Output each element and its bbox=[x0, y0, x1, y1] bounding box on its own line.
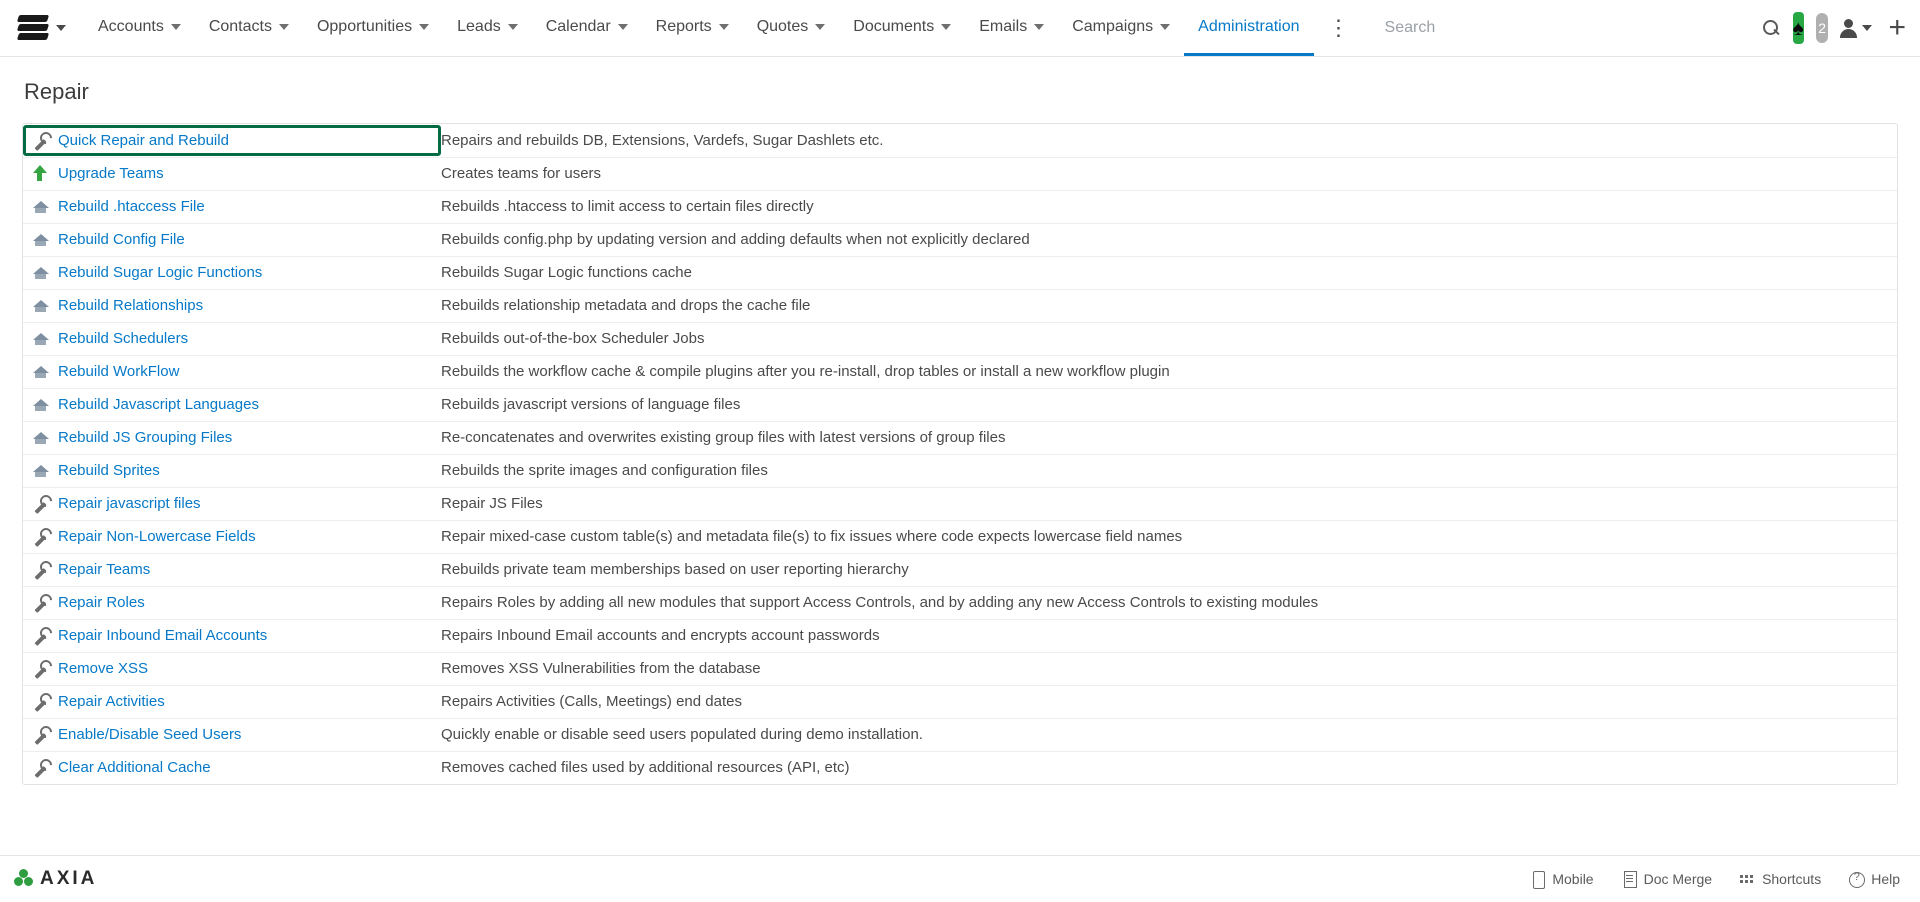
repair-action-cell bbox=[23, 223, 441, 256]
repair-description: Repairs Activities (Calls, Meetings) end dates bbox=[441, 685, 1897, 718]
footer-item-mobile[interactable] bbox=[1530, 871, 1593, 887]
nav-item-contacts[interactable] bbox=[195, 0, 303, 56]
help-icon bbox=[1849, 871, 1864, 887]
house-icon bbox=[32, 198, 49, 215]
sugarcrm-logo-icon bbox=[18, 15, 48, 41]
repair-row bbox=[23, 223, 1897, 256]
page-title: Repair bbox=[24, 79, 89, 104]
notification-counter[interactable]: 2 bbox=[1816, 13, 1829, 43]
house-icon bbox=[32, 264, 49, 281]
repair-action[interactable] bbox=[23, 620, 441, 651]
house-icon bbox=[32, 429, 49, 446]
repair-action-cell bbox=[23, 520, 441, 553]
user-menu[interactable] bbox=[1840, 19, 1872, 37]
repair-action-link[interactable]: Rebuild Javascript Languages bbox=[58, 396, 259, 413]
wrench-icon bbox=[32, 132, 49, 149]
repair-action[interactable] bbox=[23, 686, 441, 717]
repair-action[interactable] bbox=[23, 125, 441, 156]
repair-action[interactable] bbox=[23, 158, 441, 189]
repair-action-cell bbox=[23, 487, 441, 520]
wrench-icon bbox=[32, 594, 49, 611]
mobile-icon bbox=[1530, 871, 1545, 887]
chevron-down-icon[interactable] bbox=[419, 24, 429, 30]
repair-description: Repairs and rebuilds DB, Extensions, Vardefs, Sugar Dashlets etc. bbox=[441, 124, 1897, 157]
repair-action-cell bbox=[23, 388, 441, 421]
nav-item-label: Emails bbox=[979, 17, 1028, 35]
footer-item-help[interactable] bbox=[1849, 871, 1900, 887]
spade-button[interactable] bbox=[1793, 12, 1804, 44]
repair-action-cell bbox=[23, 190, 441, 223]
footer-item-label: Mobile bbox=[1552, 871, 1594, 887]
nav-item-accounts[interactable] bbox=[84, 0, 195, 56]
repair-action[interactable] bbox=[23, 191, 441, 222]
search-input[interactable] bbox=[1379, 13, 1783, 43]
app-logo[interactable] bbox=[18, 15, 66, 41]
footer-item-label: Doc Merge bbox=[1643, 871, 1713, 887]
repair-row bbox=[23, 751, 1897, 784]
nav-item-label: Leads bbox=[457, 17, 501, 35]
repair-row bbox=[23, 454, 1897, 487]
repair-action-link[interactable]: Rebuild .htaccess File bbox=[58, 198, 205, 215]
wrench-icon bbox=[32, 726, 49, 743]
arrow-up-icon bbox=[32, 165, 49, 182]
repair-action-link[interactable]: Rebuild JS Grouping Files bbox=[58, 429, 233, 446]
repair-action[interactable] bbox=[23, 323, 441, 354]
repair-action-link[interactable]: Repair Teams bbox=[58, 561, 151, 578]
nav-item-administration[interactable] bbox=[1184, 0, 1313, 56]
repair-row bbox=[23, 586, 1897, 619]
repair-description: Rebuilds relationship metadata and drops the cache file bbox=[441, 289, 1897, 322]
repair-action-link[interactable]: Rebuild Relationships bbox=[58, 297, 204, 314]
footer-brand bbox=[14, 868, 97, 890]
user-icon bbox=[1840, 19, 1857, 37]
footer-brand-label: AXIA bbox=[40, 868, 98, 889]
chevron-down-icon[interactable] bbox=[815, 24, 825, 30]
nav-item-label: Documents bbox=[853, 17, 935, 35]
repair-description: Re-concatenates and overwrites existing group files with latest versions of group files bbox=[441, 421, 1897, 454]
repair-action-cell bbox=[23, 586, 441, 619]
document-icon bbox=[1622, 871, 1637, 887]
nav-item-label: Opportunities bbox=[316, 17, 413, 35]
repair-action-cell bbox=[23, 751, 441, 784]
repair-description: Rebuilds private team memberships based on user reporting hierarchy bbox=[441, 553, 1897, 586]
repair-row bbox=[23, 553, 1897, 586]
repair-row bbox=[23, 322, 1897, 355]
repair-description: Removes XSS Vulnerabilities from the database bbox=[441, 652, 1897, 685]
house-icon bbox=[32, 231, 49, 248]
repair-action[interactable] bbox=[23, 554, 441, 585]
repair-row bbox=[23, 685, 1897, 718]
repair-row bbox=[23, 652, 1897, 685]
repair-action-link[interactable]: Repair javascript files bbox=[58, 495, 201, 512]
repair-description: Repairs Roles by adding all new modules that support Access Controls, and by adding any new Access Controls to existing modules bbox=[441, 586, 1897, 619]
repair-action[interactable] bbox=[23, 587, 441, 618]
repair-description: Quickly enable or disable seed users populated during demo installation. bbox=[441, 718, 1897, 751]
wrench-icon bbox=[32, 759, 49, 776]
house-icon bbox=[32, 462, 49, 479]
nav-more-icon[interactable]: ⋮ bbox=[1327, 15, 1351, 40]
repair-description: Rebuilds javascript versions of language files bbox=[441, 388, 1897, 421]
footer-links bbox=[1530, 871, 1900, 887]
chevron-down-icon[interactable] bbox=[719, 24, 729, 30]
repair-action-link[interactable]: Rebuild Schedulers bbox=[58, 330, 189, 347]
repair-description: Repairs Inbound Email accounts and encrypts account passwords bbox=[441, 619, 1897, 652]
repair-row bbox=[23, 619, 1897, 652]
repair-action[interactable] bbox=[23, 455, 441, 486]
repair-action-link[interactable]: Rebuild Config File bbox=[58, 231, 185, 248]
nav-item-campaigns[interactable] bbox=[1058, 0, 1184, 56]
chevron-down-icon[interactable] bbox=[171, 24, 181, 30]
grid-icon bbox=[1740, 871, 1755, 887]
repair-action[interactable] bbox=[23, 653, 441, 684]
spade-icon: ♠ bbox=[1792, 16, 1804, 40]
repair-description: Rebuilds the workflow cache & compile plugins after you re-install, drop tables or install a new workflow plugin bbox=[441, 355, 1897, 388]
repair-panel bbox=[22, 123, 1898, 785]
repair-description: Repair JS Files bbox=[441, 487, 1897, 520]
repair-action[interactable] bbox=[23, 488, 441, 519]
repair-action-cell bbox=[23, 256, 441, 289]
repair-row bbox=[23, 388, 1897, 421]
repair-description: Rebuilds .htaccess to limit access to certain files directly bbox=[441, 190, 1897, 223]
repair-description: Rebuilds Sugar Logic functions cache bbox=[441, 256, 1897, 289]
user-chevron-down-icon bbox=[1862, 25, 1872, 31]
logo-chevron-down-icon[interactable] bbox=[56, 25, 66, 31]
wrench-icon bbox=[32, 693, 49, 710]
nav-item-label: Accounts bbox=[98, 17, 164, 35]
repair-row bbox=[23, 421, 1897, 454]
chevron-down-icon[interactable] bbox=[508, 24, 518, 30]
repair-row bbox=[23, 256, 1897, 289]
nav-item-opportunities[interactable] bbox=[303, 0, 443, 56]
repair-action-cell bbox=[23, 124, 441, 157]
nav-item-label: Calendar bbox=[545, 17, 611, 35]
chevron-down-icon[interactable] bbox=[1160, 24, 1170, 30]
chevron-down-icon[interactable] bbox=[279, 24, 289, 30]
repair-actions-table bbox=[23, 124, 1897, 784]
chevron-down-icon[interactable] bbox=[618, 24, 628, 30]
repair-row bbox=[23, 124, 1897, 157]
repair-description: Rebuilds out-of-the-box Scheduler Jobs bbox=[441, 322, 1897, 355]
repair-action-cell bbox=[23, 553, 441, 586]
create-new-button[interactable]: + bbox=[1888, 11, 1906, 44]
repair-action-cell bbox=[23, 421, 441, 454]
search-box[interactable] bbox=[1379, 13, 1783, 44]
repair-row bbox=[23, 190, 1897, 223]
repair-action[interactable] bbox=[23, 389, 441, 420]
repair-action-cell bbox=[23, 454, 441, 487]
repair-description: Removes cached files used by additional resources (API, etc) bbox=[441, 759, 850, 777]
wrench-icon bbox=[32, 660, 49, 677]
nav-item-quotes[interactable] bbox=[743, 0, 840, 56]
repair-action[interactable] bbox=[23, 719, 441, 750]
axia-logo-icon bbox=[14, 869, 34, 889]
wrench-icon bbox=[32, 495, 49, 512]
repair-action[interactable] bbox=[23, 290, 441, 321]
repair-row bbox=[23, 289, 1897, 322]
nav-item-calendar[interactable] bbox=[532, 0, 642, 56]
repair-action-link[interactable]: Remove XSS bbox=[58, 660, 149, 677]
house-icon bbox=[32, 396, 49, 413]
footer-item-label: Help bbox=[1871, 871, 1900, 887]
house-icon bbox=[32, 297, 49, 314]
repair-action-link[interactable]: Enable/Disable Seed Users bbox=[58, 726, 242, 743]
nav-item-documents[interactable] bbox=[839, 0, 965, 56]
repair-action[interactable] bbox=[23, 356, 441, 387]
house-icon bbox=[32, 330, 49, 347]
repair-action[interactable] bbox=[23, 521, 441, 552]
repair-action-link[interactable]: Upgrade Teams bbox=[58, 165, 164, 182]
repair-description: Creates teams for users bbox=[441, 157, 1897, 190]
repair-action-link[interactable]: Repair Non-Lowercase Fields bbox=[58, 528, 256, 545]
nav-item-reports[interactable] bbox=[642, 0, 743, 56]
nav-module-list bbox=[84, 0, 1314, 56]
repair-action[interactable] bbox=[23, 752, 441, 783]
repair-action[interactable] bbox=[23, 257, 441, 288]
repair-action-cell bbox=[23, 322, 441, 355]
repair-action-link[interactable]: Rebuild Sprites bbox=[58, 462, 160, 479]
search-icon[interactable] bbox=[1763, 20, 1779, 36]
repair-action-link[interactable]: Clear Additional Cache bbox=[58, 759, 211, 777]
repair-action[interactable] bbox=[23, 224, 441, 255]
repair-action-cell bbox=[23, 652, 441, 685]
repair-action-link[interactable]: Quick Repair and Rebuild bbox=[58, 131, 229, 149]
repair-action-link[interactable]: Rebuild WorkFlow bbox=[58, 363, 180, 380]
repair-row bbox=[23, 520, 1897, 553]
nav-item-leads[interactable] bbox=[443, 0, 532, 56]
chevron-down-icon[interactable] bbox=[941, 24, 951, 30]
wrench-icon bbox=[32, 528, 49, 545]
repair-row bbox=[23, 157, 1897, 190]
nav-item-label: Administration bbox=[1198, 17, 1300, 35]
repair-action-link[interactable]: Repair Inbound Email Accounts bbox=[58, 627, 268, 644]
chevron-down-icon[interactable] bbox=[1034, 24, 1044, 30]
repair-row bbox=[23, 718, 1897, 751]
nav-item-emails[interactable] bbox=[965, 0, 1058, 56]
repair-action-link[interactable]: Repair Activities bbox=[58, 693, 165, 710]
repair-action-cell bbox=[23, 718, 441, 751]
nav-item-label: Contacts bbox=[208, 17, 272, 35]
repair-row bbox=[23, 487, 1897, 520]
repair-description: Rebuilds config.php by updating version and adding defaults when not explicitly declared bbox=[441, 223, 1897, 256]
repair-description: Rebuilds the sprite images and configuration files bbox=[441, 454, 1897, 487]
repair-action-cell bbox=[23, 685, 441, 718]
nav-item-label: Reports bbox=[655, 17, 712, 35]
nav-item-label: Quotes bbox=[756, 17, 809, 35]
house-icon bbox=[32, 363, 49, 380]
repair-action-cell bbox=[23, 355, 441, 388]
footer-bar bbox=[0, 855, 1920, 902]
repair-action-link[interactable]: Repair Roles bbox=[58, 594, 145, 611]
repair-description: Repair mixed-case custom table(s) and metadata file(s) to fix issues where code expects lowercase field names bbox=[441, 520, 1897, 553]
footer-item-doc-merge[interactable] bbox=[1622, 871, 1712, 887]
repair-action[interactable] bbox=[23, 422, 441, 453]
footer-item-label: Shortcuts bbox=[1762, 871, 1822, 887]
top-navigation-bar bbox=[0, 0, 1920, 57]
repair-action-link[interactable]: Rebuild Sugar Logic Functions bbox=[58, 264, 263, 281]
repair-action-cell bbox=[23, 157, 441, 190]
repair-action-cell bbox=[23, 289, 441, 322]
wrench-icon bbox=[32, 561, 49, 578]
footer-item-shortcuts[interactable] bbox=[1740, 871, 1821, 887]
nav-item-label: Campaigns bbox=[1072, 17, 1154, 35]
repair-action-cell bbox=[23, 619, 441, 652]
repair-row bbox=[23, 355, 1897, 388]
wrench-icon bbox=[32, 627, 49, 644]
